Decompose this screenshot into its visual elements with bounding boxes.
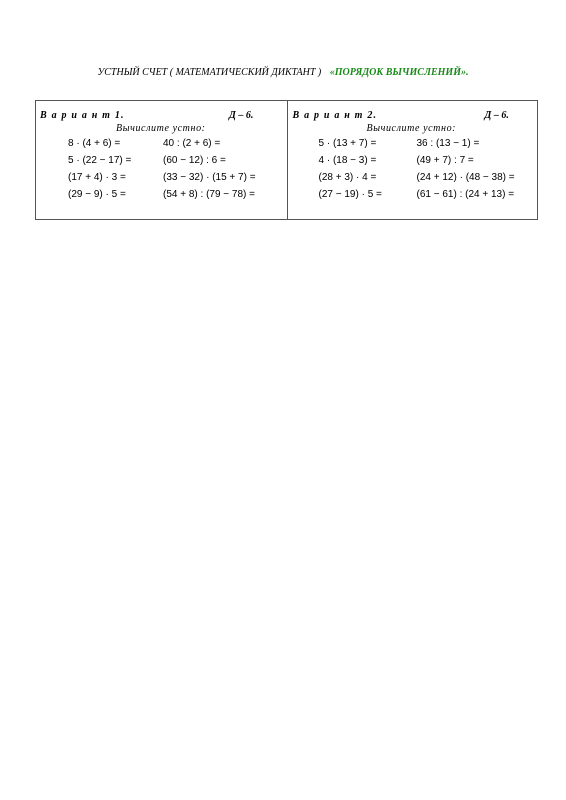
variant-1-code: Д – 6. — [229, 110, 254, 121]
variant-2-code: Д – 6. — [484, 110, 509, 121]
expression: 8 · (4 + 6) = — [68, 138, 121, 149]
variant-2-instruction: Вычислите устно: — [366, 123, 457, 134]
page-title — [0, 67, 566, 78]
variant-1-instruction: Вычислите устно: — [116, 123, 206, 134]
expression: (33 − 32) · (15 + 7) = — [163, 172, 256, 183]
expression: (24 + 12) · (48 − 38) = — [416, 172, 515, 183]
expression: 5 · (13 + 7) = — [318, 138, 377, 149]
variant-2-label: В а р и а н т 2. — [292, 110, 378, 121]
expression: (27 − 19) · 5 = — [318, 189, 382, 200]
expression: (60 − 12) : 6 = — [163, 155, 226, 166]
expression: (54 + 8) : (79 − 78) = — [163, 189, 255, 200]
expression: 36 : (13 − 1) = — [416, 138, 480, 149]
variant-2-cell — [288, 101, 538, 219]
expression: 40 : (2 + 6) = — [163, 138, 221, 149]
dictation-table — [35, 100, 538, 220]
variant-1-label: В а р и а н т 1. — [40, 110, 125, 121]
title-main: УСТНЫЙ СЧЕТ ( МАТЕМАТИЧЕСКИЙ ДИКТАНТ ) — [97, 67, 322, 78]
expression: (61 − 61) : (24 + 13) = — [416, 189, 515, 200]
expression: (28 + 3) · 4 = — [318, 172, 377, 183]
expression: 5 · (22 − 17) = — [68, 155, 132, 166]
expression: (29 − 9) · 5 = — [68, 189, 126, 200]
title-topic: «ПОРЯДОК ВЫЧИСЛЕНИЙ». — [329, 67, 469, 78]
expression: (49 + 7) : 7 = — [416, 155, 474, 166]
expression: 4 · (18 − 3) = — [318, 155, 377, 166]
variant-1-cell — [36, 101, 288, 219]
expression: (17 + 4) · 3 = — [68, 172, 126, 183]
